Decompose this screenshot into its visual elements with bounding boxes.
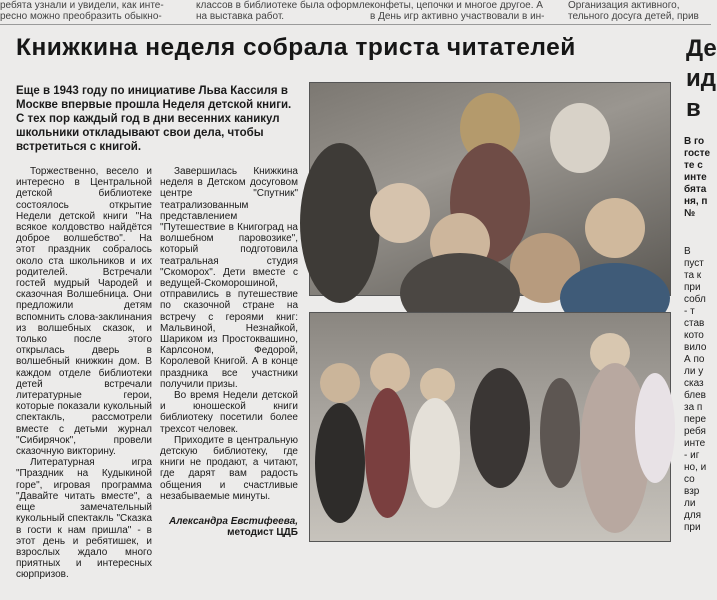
paragraph: Литературная игра "Праздник на Кудыкиной горе", игровая программа "Давайте читать вместе", а еще замечательный кукольный спектакль "Сказка в гости к нам пришла" - в этот день и ребятишек, и взрослых ждало много приятных и интересных сюрпризов.: [16, 457, 152, 581]
strip-column-b: классов в библиотеке была оформле- на выставка работ.: [196, 0, 374, 22]
paragraph: Торжественно, весело и интересно в Центральной детской библиотеке состоялось открытие Недели детской книги "На всякое колдовство найдётся доброе волшебство". На этот праздник собралось около ста школьников и их родителей. Встречали гостей мудрый Чародей и сказочная Волшебница. Они предложили детям вспомнить слова-заклинания из волшебных сказок, и только после этого открылась дверь в волшебный книжкин дом. В каждом отделе библиотеки детей встречали литературные герои, которые показали кукольный спектакль, рассмотрели вместе с детьми журнал "Сибирячок", провели сказочную викторину.: [16, 166, 152, 458]
strip-column-a: ребята узнали и увидели, как инте- ресно можно преобразить обыкно-: [0, 0, 164, 22]
strip-column-d: Организация активного, тельного досуга детей, прив: [568, 0, 699, 22]
article-column-2: [160, 166, 298, 538]
paragraph: Приходите в центральную детскую библиотеку, где книги не продают, а читают, где дарят вам радость общения и счастливые незабываемые минуты.: [160, 434, 298, 502]
article-lead: Еще в 1943 году по инициативе Льва Кассиля в Москве впервые прошла Неделя детской книги. С тех пор каждый год в дни весенних каникул школьники откладывают свои дела, чтобы встретиться с книгой.: [16, 85, 292, 153]
paragraph: Во время Недели детской и юношеской книги библиотеку посетили более трехсот человек.: [160, 390, 298, 435]
column-rule: [0, 24, 711, 25]
paragraph: Завершилась Книжкина неделя в Детском досуговом центре "Спутник" театрализованным представлением "Путешествие в Книгоград на волшебном паровозике", который подготовила театральная студия "Скоморох". Дети вместе с ведущей-Скоморошиной, отправились в путешествие по сказочной стране на встречу с героями книг: Мальвиной, Незнайкой, Шариком из Простоквашино, Карлсоном, Федорой, Королевой Книгой. А в конце праздника все участники получили призы.: [160, 166, 298, 390]
photo-children-dancing: [309, 312, 671, 542]
adjacent-article-headline: Де ид в: [686, 35, 717, 122]
previous-article-strip: [0, 0, 711, 24]
article-column-1: [16, 166, 152, 581]
adjacent-article-body: В пуст та к при собл - т став кото вило А по ли у сказ блев за п пере ребя инте - иг но, и со взр ли для при: [684, 246, 707, 533]
adjacent-article-lead: В го гостe те с инте бята ня, п №: [684, 136, 711, 219]
photo-children-with-costumed-hosts: [309, 82, 671, 296]
author-signature: Александра Евстифеева, методист ЦДБ: [169, 516, 298, 539]
strip-column-c: конфеты, цепочки и многое другое. А в День игр активно участвовали в ин-: [370, 0, 545, 22]
article-headline: Книжкина неделя собрала триста читателей: [16, 34, 576, 61]
